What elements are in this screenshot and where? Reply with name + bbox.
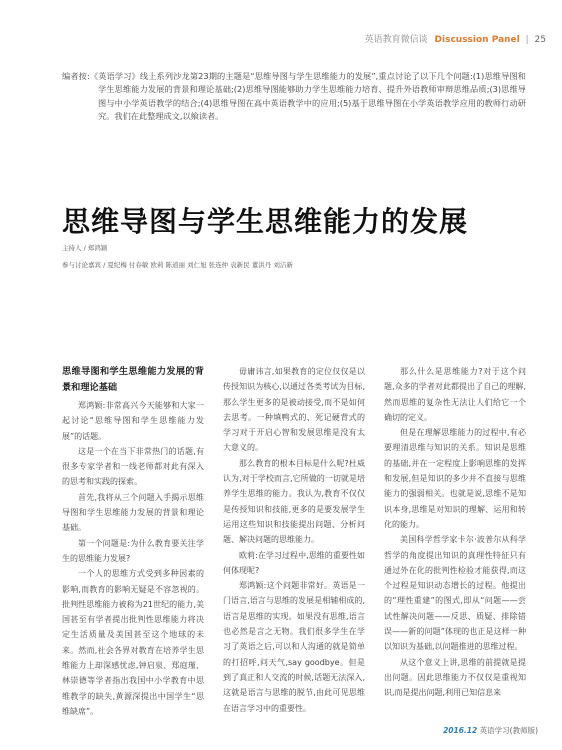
column-2 <box>223 364 365 716</box>
magazine-column-name: 英语教育微信谈 <box>364 35 428 45</box>
paragraph: 从这个意义上讲,思维的前提就是提出问题。因此思维能力不仅仅是重视知识,而是提出问题,利用已知信息来 <box>384 657 526 698</box>
paragraph: 一个人的思维方式受到多种因素的影响,而教育的影响无疑是不容忽视的。批判性思维能力被称为21世纪的能力,美国甚至有学者提出批判性思维能力将决定生活质量及美国甚至这个地球的未来。然而,社会各界对教育在培养学生思维能力上却深感忧虑,钟启泉、郑庭瑾、林崇德等学者指出我国中小学教育中思维教学的缺失,黄源深提出中国学生“思维缺席”。 <box>62 569 204 716</box>
paragraph: 第一个问题是:为什么教育要关注学生的思维能力发展? <box>62 538 204 563</box>
paragraph: 首先,我将从三个问题入手揭示思维导图和学生思维能力发展的背景和理论基础。 <box>62 492 204 533</box>
article-host: 主持人 / 郑鸿颖 <box>62 244 108 252</box>
footer-magazine-name: 英语学习(教师版) <box>479 726 538 735</box>
page-number: 25 <box>534 35 546 45</box>
editor-note <box>62 70 526 124</box>
editor-note-label: 编者按: <box>62 71 90 81</box>
header-separator: | <box>525 35 529 45</box>
issue-date: 2016.12 <box>443 726 478 735</box>
paragraph: 但是在理解思维能力的过程中,有必要理清思维与知识的关系。知识是思维的基础,并在一定程度上影响思维的发挥和发展,但是知识的多少并不直接与思维能力的强弱相关。也就是说,思维不是知识本身,思维是对知识的理解、运用和转化的能力。 <box>384 428 526 529</box>
paragraph: 这是一个在当下非常热门的话题,有很多专家学者和一线老师都对此有深入的思考和实践的探索。 <box>62 446 204 487</box>
editor-note-text: 《英语学习》线上系列沙龙第23期的主题是“思维导图与学生思维能力的发展”,重点讨论了以下几个问题:(1)思维导图和学生思维能力发展的背景和理论基础;(2)思维导图能够助力学生思维能力培育、提升外语教师审辩思维品质;(3)思维导图与中小学英语教学的结合;(4)思维导图在高中英语教学中的应用;(5)基于思维导图在小学英语教学应用的教师行动研究。我们在此整理成文,以飨读者。 <box>89 71 526 122</box>
paragraph: 那么什么是思维能力?对于这个问题,众多的学者对此都提出了自己的理解,然而思维的复杂性无法让人们给它一个确切的定义。 <box>384 367 526 422</box>
section-heading: 思维导图和学生思维能力发展的背景和理论基础 <box>62 366 204 393</box>
paragraph: 美国科学哲学家卡尔·波普尔从科学哲学的角度提出知识的真理性特征只有通过外在化的批判性检验才能获得,而这个过程是知识动态增长的过程。他提出的“理性重建”的图式,即从“问题——尝试性解决问题——反思、质疑、排除错误——新的问题”体现的也正是这样一种以知识为基础,以问题推进的思维过程。 <box>384 535 526 652</box>
column-3 <box>384 364 526 701</box>
paragraph: 郑鸿颖:这个问题非常好。英语是一门语言,语言与思维的发展是相辅相成的,语言是思维的实现。如果没有思维,语言也必然是言之无物。我们很多学生在学习了英语之后,可以和人沟通的就是简单的打招呼,问天气,say goodbye。但是到了真正和人交流的时候,话题无法深入,这就是语言与思维的脱节,由此可见思维在语言学习中的重要性。 <box>223 581 365 713</box>
page-footer <box>443 725 538 736</box>
article-title: 思维导图与学生思维能力的发展 <box>62 205 469 238</box>
paragraph: 欧莉:在学习过程中,思维的重要性如何体现呢? <box>223 550 365 575</box>
discussion-panel-label: Discussion Panel <box>434 35 520 45</box>
column-1 <box>62 364 204 719</box>
article-participants: 参与讨论嘉宾 / 夏纪梅 付春敏 欧莉 陈道丽 刘仁旭 张连仲 袁新民 董洪丹 刘洁新 <box>62 261 293 269</box>
paragraph: 毋庸讳言,如果教育的定位仅仅是以传授知识为核心,以通过各类考试为目标,那么学生更多的是被动接受,而不是如何去思考。一种填鸭式的、死记硬背式的学习对于开启心智和发展思维是没有太大意义的。 <box>223 367 365 453</box>
paragraph: 郑鸿颖:非常高兴今天能够和大家一起讨论“思维导图和学生思维能力发展”的话题。 <box>62 401 204 441</box>
paragraph: 那么教育的根本目标是什么呢?杜威认为,对于学校而言,它所做的一切就是培养学生思维的能力。我认为,教育不仅仅是传授知识和技能,更多的是要发展学生运用这些知识和技能提出问题、分析问题、解决问题的思维能力。 <box>223 458 365 545</box>
running-header <box>365 32 546 45</box>
